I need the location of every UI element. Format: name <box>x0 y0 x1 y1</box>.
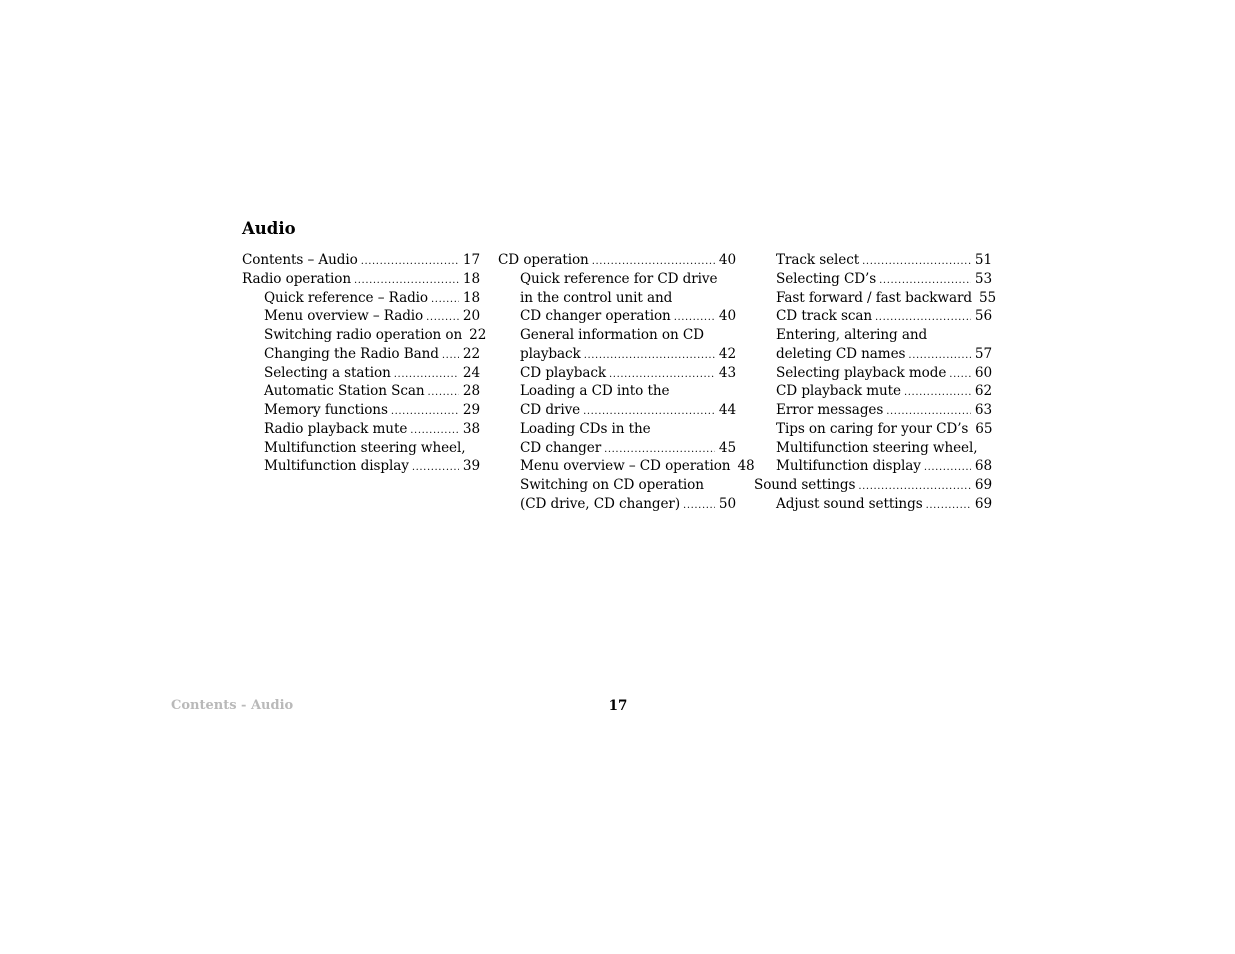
dot-leader <box>904 384 971 403</box>
toc-entry[interactable] <box>242 307 480 326</box>
toc-entry[interactable] <box>754 382 992 401</box>
toc-entry <box>754 439 992 458</box>
toc-entry[interactable] <box>754 251 992 270</box>
toc-entry-title: Changing the Radio Band <box>264 345 439 362</box>
toc-entry-title: Loading CDs in the <box>520 420 651 437</box>
toc-entry[interactable] <box>242 420 480 439</box>
toc-entry[interactable] <box>242 382 480 401</box>
toc-entry-page: 43 <box>718 364 736 381</box>
toc-entry[interactable] <box>754 270 992 289</box>
toc-entry-title: CD track scan <box>776 308 873 325</box>
toc-entry-title: Quick reference – Radio <box>264 289 429 306</box>
toc-column-3 <box>754 251 997 514</box>
toc-entry[interactable] <box>754 364 992 383</box>
toc-entry-page: 18 <box>462 289 480 306</box>
toc-entry[interactable] <box>754 495 992 514</box>
toc-entry-title: Multifunction steering wheel, <box>776 439 978 456</box>
toc-entry-title: Menu overview – Radio <box>264 308 424 325</box>
toc-entry[interactable] <box>242 289 480 308</box>
toc-entry-page: 28 <box>462 383 480 400</box>
toc-entry-page: 60 <box>974 364 992 381</box>
toc-entry[interactable] <box>498 439 736 458</box>
toc-entry <box>498 289 736 308</box>
toc-entry-page: 22 <box>469 327 487 343</box>
toc-entry-page: 44 <box>718 402 736 418</box>
toc-entry <box>498 270 736 289</box>
dot-leader <box>949 366 971 385</box>
toc-entry-title: Radio playback mute <box>264 420 408 437</box>
toc-entry-page: 65 <box>975 420 993 437</box>
toc-entry-page: 38 <box>462 420 480 437</box>
toc-entry[interactable] <box>754 307 992 326</box>
toc-entry-page: 69 <box>974 495 992 512</box>
toc-entry[interactable] <box>498 401 736 420</box>
toc-entry-title: Contents – Audio <box>242 252 358 268</box>
toc-entry-page: 48 <box>737 458 755 475</box>
dot-leader <box>361 253 459 272</box>
toc-entry-page: 17 <box>462 252 480 268</box>
toc-entry-page: 69 <box>974 477 992 493</box>
toc-entry-title: Menu overview – CD operation <box>520 458 731 475</box>
toc-entry <box>498 420 736 439</box>
toc-entry-title: Quick reference for CD drive <box>520 270 718 287</box>
toc-entry-title: Tips on caring for your CD’s <box>776 420 969 437</box>
dot-leader <box>862 253 971 272</box>
toc-entry-title: Adjust sound settings <box>776 495 923 512</box>
toc-entry-title: CD operation <box>498 252 589 268</box>
toc-entry-page: 18 <box>462 270 480 287</box>
toc-entry-title: General information on CD <box>520 327 704 343</box>
toc-entry[interactable] <box>242 270 480 289</box>
toc-entry-title: (CD drive, CD changer) <box>520 495 681 512</box>
toc-entry-page: 22 <box>462 345 480 362</box>
toc-entry-page: 40 <box>718 252 736 268</box>
toc-entry-page: 62 <box>974 383 992 400</box>
toc-entry-title: CD playback mute <box>776 383 901 400</box>
toc-entry-title: Entering, altering and <box>776 327 928 343</box>
toc-entry-title: CD changer operation <box>520 308 671 325</box>
toc-entry[interactable] <box>498 457 755 476</box>
toc-entry-title: in the control unit and <box>520 289 673 306</box>
toc-entry[interactable] <box>242 326 487 345</box>
toc-entry-title: Track select <box>776 252 860 268</box>
toc-entry-title: CD drive <box>520 402 581 418</box>
toc-entry-title: Fast forward / fast backward <box>776 289 972 306</box>
dot-leader <box>442 347 459 366</box>
toc-entry[interactable] <box>754 420 992 439</box>
toc-entry[interactable] <box>242 251 480 270</box>
toc-entry <box>754 326 992 345</box>
toc-entry-page: 68 <box>974 458 992 475</box>
toc-entry-title: Switching radio operation on <box>264 327 463 343</box>
toc-entry-page: 29 <box>462 402 480 418</box>
toc-entry-title: deleting CD names <box>776 345 906 362</box>
toc-entry-title: Radio operation <box>242 270 351 287</box>
toc-entry-page: 40 <box>718 308 736 325</box>
toc-entry-title: Multifunction display <box>264 458 409 475</box>
toc-entry-title: Selecting playback mode <box>776 364 947 381</box>
toc-entry <box>498 382 736 401</box>
toc-column-2 <box>498 251 755 514</box>
dot-leader <box>926 497 971 516</box>
toc-entry-title: Switching on CD operation <box>520 477 704 493</box>
toc-entry-title: Multifunction display <box>776 458 921 475</box>
toc-entry[interactable] <box>498 307 736 326</box>
toc-entry-page: 56 <box>974 308 992 325</box>
toc-entry-title: Loading a CD into the <box>520 383 670 400</box>
toc-entry-page: 45 <box>718 439 736 456</box>
toc-entry[interactable] <box>754 401 992 420</box>
dot-leader <box>412 459 459 478</box>
toc-entry-title: CD playback <box>520 364 607 381</box>
toc-entry[interactable] <box>754 289 997 308</box>
toc-entry[interactable] <box>498 364 736 383</box>
toc-entry[interactable] <box>242 345 480 364</box>
toc-entry-title: Error messages <box>776 402 884 418</box>
toc-entry[interactable] <box>498 251 736 270</box>
toc-entry[interactable] <box>242 401 480 420</box>
dot-leader <box>924 459 971 478</box>
toc-entry-page: 42 <box>718 345 736 362</box>
page-number: 17 <box>608 698 628 714</box>
toc-column-1 <box>242 251 487 476</box>
toc-entry-page: 55 <box>978 289 997 306</box>
toc-entry[interactable] <box>754 457 992 476</box>
toc-entry[interactable] <box>242 457 480 476</box>
toc-entry-title: Selecting CD’s <box>776 270 877 287</box>
toc-entry-page: 20 <box>462 308 480 325</box>
dot-leader <box>683 497 715 516</box>
page-title: Audio <box>242 219 296 238</box>
dot-leader <box>428 384 459 403</box>
toc-entry-page: 39 <box>462 458 480 475</box>
toc-entry[interactable] <box>498 345 736 364</box>
toc-entry-title: CD changer <box>520 439 602 456</box>
dot-leader <box>431 291 459 310</box>
footer-section-title: Contents - Audio <box>171 698 294 713</box>
toc-entry-title: Automatic Station Scan <box>264 383 425 400</box>
toc-entry <box>242 439 480 458</box>
toc-entry[interactable] <box>242 364 480 383</box>
toc-entry <box>498 476 736 495</box>
toc-entry <box>498 326 736 345</box>
toc-entry-title: Selecting a station <box>264 364 391 381</box>
toc-entry-page: 53 <box>974 270 992 287</box>
toc-entry[interactable] <box>498 495 736 514</box>
toc-entry[interactable] <box>754 476 992 495</box>
toc-entry-title: playback <box>520 345 581 362</box>
toc-entry-page: 63 <box>974 402 992 418</box>
toc-entry-page: 51 <box>974 252 992 268</box>
toc-entry-page: 57 <box>974 345 992 362</box>
toc-entry-page: 50 <box>718 495 736 512</box>
toc-entry-title: Memory functions <box>264 402 388 418</box>
toc-entry-title: Multifunction steering wheel, <box>264 439 466 456</box>
toc-entry-title: Sound settings <box>754 477 856 493</box>
toc-entry-page: 24 <box>462 364 480 381</box>
toc-entry[interactable] <box>754 345 992 364</box>
